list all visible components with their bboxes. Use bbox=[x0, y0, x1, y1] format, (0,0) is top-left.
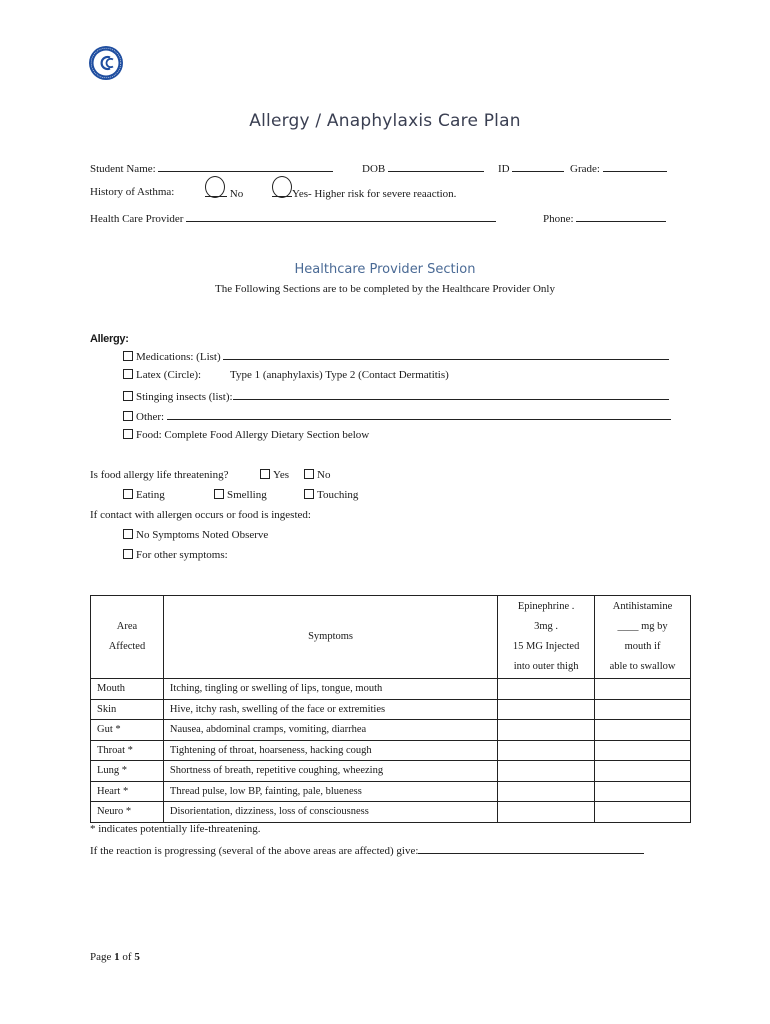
provider-label: Health Care Provider bbox=[90, 213, 184, 225]
other-checkbox[interactable] bbox=[123, 411, 133, 421]
life-threatening-no bbox=[304, 469, 330, 481]
other-symptoms-label: For other symptoms: bbox=[136, 549, 228, 561]
medications-checkbox[interactable] bbox=[123, 351, 133, 361]
eating-label: Eating bbox=[136, 489, 165, 501]
life-threatening-yes bbox=[260, 469, 289, 481]
symptoms-header: Symptoms bbox=[163, 596, 497, 679]
dob-field[interactable] bbox=[388, 161, 484, 172]
no-symptoms-checkbox[interactable] bbox=[123, 529, 133, 539]
smelling-option bbox=[214, 489, 267, 501]
symptoms-table bbox=[90, 595, 691, 823]
touching-option bbox=[304, 489, 358, 501]
symptoms-cell: Thread pulse, low BP, fainting, pale, blueness bbox=[163, 781, 497, 802]
symptoms-cell: Hive, itchy rash, swelling of the face or extremities bbox=[163, 699, 497, 720]
epinephrine-cell[interactable] bbox=[498, 802, 595, 823]
grade-field[interactable] bbox=[603, 161, 667, 172]
other-field[interactable] bbox=[167, 409, 671, 420]
epinephrine-cell[interactable] bbox=[498, 699, 595, 720]
latex-checkbox[interactable] bbox=[123, 369, 133, 379]
student-name-label: Student Name: bbox=[90, 163, 156, 175]
provider-field[interactable] bbox=[186, 211, 496, 222]
id-row bbox=[498, 161, 564, 175]
symptoms-cell: Tightening of throat, hoarseness, hacking cough bbox=[163, 740, 497, 761]
asthma-label: History of Asthma: bbox=[90, 186, 175, 198]
smelling-checkbox[interactable] bbox=[214, 489, 224, 499]
antihistamine-cell[interactable] bbox=[595, 761, 691, 782]
food-row bbox=[123, 429, 369, 441]
area-cell: Mouth bbox=[91, 679, 164, 700]
latex-types[interactable]: Type 1 (anaphylaxis) Type 2 (Contact Dermatitis) bbox=[230, 369, 449, 381]
medications-label: Medications: (List) bbox=[136, 351, 221, 363]
no-symptoms-label: No Symptoms Noted Observe bbox=[136, 529, 269, 541]
antihistamine-cell[interactable] bbox=[595, 699, 691, 720]
area-affected-header: Area Affected bbox=[91, 596, 164, 679]
table-row bbox=[91, 699, 691, 720]
epinephrine-cell[interactable] bbox=[498, 720, 595, 741]
asthma-yes-row bbox=[272, 186, 456, 200]
life-threatening-no-checkbox[interactable] bbox=[304, 469, 314, 479]
other-symptoms-option bbox=[123, 549, 228, 561]
contact-instruction: If contact with allergen occurs or food is ingested: bbox=[90, 509, 311, 521]
epinephrine-cell[interactable] bbox=[498, 679, 595, 700]
page-number: Page 1 of 5 bbox=[90, 951, 140, 963]
epinephrine-header: Epinephrine . 3mg . 15 MG Injected into outer thigh bbox=[498, 596, 595, 679]
dob-label: DOB bbox=[362, 163, 386, 175]
area-cell: Gut * bbox=[91, 720, 164, 741]
provider-section-subtitle: The Following Sections are to be completed by the Healthcare Provider Only bbox=[215, 283, 555, 295]
table-row bbox=[91, 720, 691, 741]
touching-checkbox[interactable] bbox=[304, 489, 314, 499]
stinging-field[interactable] bbox=[233, 389, 669, 400]
phone-field[interactable] bbox=[576, 211, 666, 222]
other-symptoms-checkbox[interactable] bbox=[123, 549, 133, 559]
grade-row bbox=[570, 161, 667, 175]
table-header-row bbox=[91, 596, 691, 679]
provider-section-title: Healthcare Provider Section bbox=[294, 262, 476, 277]
id-field[interactable] bbox=[512, 161, 564, 172]
stinging-checkbox[interactable] bbox=[123, 391, 133, 401]
medications-field[interactable] bbox=[223, 349, 669, 360]
area-cell: Throat * bbox=[91, 740, 164, 761]
allergy-heading: Allergy: bbox=[90, 333, 129, 345]
antihistamine-cell[interactable] bbox=[595, 679, 691, 700]
table-row bbox=[91, 740, 691, 761]
provider-row bbox=[90, 211, 496, 225]
school-seal-icon bbox=[88, 45, 124, 81]
no-symptoms-option bbox=[123, 529, 268, 541]
smelling-label: Smelling bbox=[227, 489, 267, 501]
area-cell: Heart * bbox=[91, 781, 164, 802]
touching-label: Touching bbox=[317, 489, 359, 501]
antihistamine-cell[interactable] bbox=[595, 802, 691, 823]
asthma-no-row bbox=[205, 186, 243, 200]
dob-row bbox=[362, 161, 484, 175]
other-row bbox=[123, 409, 671, 423]
student-name-row bbox=[90, 161, 333, 175]
food-checkbox[interactable] bbox=[123, 429, 133, 439]
other-label: Other: bbox=[136, 411, 165, 423]
symptoms-cell: Itching, tingling or swelling of lips, tongue, mouth bbox=[163, 679, 497, 700]
epinephrine-cell[interactable] bbox=[498, 781, 595, 802]
latex-label: Latex (Circle): bbox=[136, 369, 202, 381]
asthma-no-label: No bbox=[229, 188, 244, 200]
symptoms-cell: Disorientation, dizziness, loss of consciousness bbox=[163, 802, 497, 823]
life-threatening-question: Is food allergy life threatening? bbox=[90, 469, 229, 481]
latex-row bbox=[123, 369, 201, 381]
antihistamine-cell[interactable] bbox=[595, 740, 691, 761]
progressing-row bbox=[90, 843, 644, 857]
grade-label: Grade: bbox=[570, 163, 600, 175]
asthma-yes-label: Yes- Higher risk for severe reaaction. bbox=[292, 188, 457, 200]
antihistamine-cell[interactable] bbox=[595, 720, 691, 741]
antihistamine-cell[interactable] bbox=[595, 781, 691, 802]
life-threatening-yes-checkbox[interactable] bbox=[260, 469, 270, 479]
page-title: Allergy / Anaphylaxis Care Plan bbox=[249, 111, 521, 131]
area-cell: Lung * bbox=[91, 761, 164, 782]
table-row bbox=[91, 802, 691, 823]
table-row bbox=[91, 679, 691, 700]
symptoms-cell: Nausea, abdominal cramps, vomiting, diarrhea bbox=[163, 720, 497, 741]
area-cell: Neuro * bbox=[91, 802, 164, 823]
epinephrine-cell[interactable] bbox=[498, 740, 595, 761]
stinging-row bbox=[123, 389, 669, 403]
symptoms-cell: Shortness of breath, repetitive coughing, wheezing bbox=[163, 761, 497, 782]
medications-row bbox=[123, 349, 669, 363]
life-threatening-yes-label: Yes bbox=[273, 469, 290, 481]
table-row bbox=[91, 761, 691, 782]
stinging-label: Stinging insects (list): bbox=[136, 391, 233, 403]
phone-label: Phone: bbox=[543, 213, 574, 225]
footnote: * indicates potentially life-threatening. bbox=[90, 823, 261, 835]
student-name-field[interactable] bbox=[158, 161, 333, 172]
epinephrine-cell[interactable] bbox=[498, 761, 595, 782]
area-cell: Skin bbox=[91, 699, 164, 720]
phone-row bbox=[543, 211, 666, 225]
progressing-label: If the reaction is progressing (several of the above areas are affected) give: bbox=[90, 845, 419, 857]
table-row bbox=[91, 781, 691, 802]
progressing-field[interactable] bbox=[418, 843, 644, 854]
food-label: Food: Complete Food Allergy Dietary Section below bbox=[136, 429, 370, 441]
id-label: ID bbox=[498, 163, 510, 175]
eating-checkbox[interactable] bbox=[123, 489, 133, 499]
eating-option bbox=[123, 489, 165, 501]
life-threatening-no-label: No bbox=[317, 469, 331, 481]
antihistamine-header: Antihistamine ____ mg by mouth if able to swallow bbox=[595, 596, 691, 679]
